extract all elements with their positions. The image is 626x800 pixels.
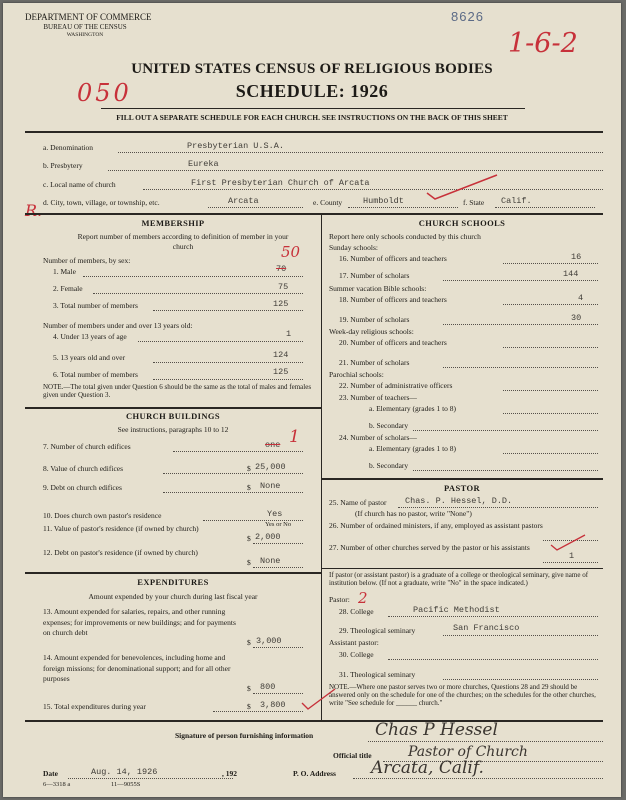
assistant-ministers-label: 26. Number of ordained ministers, if any, employed as assistant pastors xyxy=(329,521,543,530)
dollar-sign: $ xyxy=(247,702,251,711)
schedule-title: SCHEDULE: 1926 xyxy=(235,81,389,101)
over-13-label: 5. 13 years old and over xyxy=(53,353,126,362)
presbytery-label: b. Presbytery xyxy=(43,161,83,170)
pastor-name-value: Chas. P. Hessel, D.D. xyxy=(405,496,513,506)
dots xyxy=(153,362,303,363)
scholars-secondary-label: b. Secondary xyxy=(369,461,409,470)
dots xyxy=(543,562,598,563)
summer-label: Summer vacation Bible schools: xyxy=(329,284,427,293)
dots xyxy=(213,711,303,712)
city-label: d. City, town, village, or township, etc. xyxy=(43,198,160,207)
seminary-label: 29. Theological seminary xyxy=(339,626,416,635)
over-13-value: 124 xyxy=(273,350,289,360)
membership-intro: Report number of members according to definition of member in your church xyxy=(77,232,289,251)
hand-code-right: 1-6-2 xyxy=(508,28,578,59)
dots xyxy=(503,390,598,391)
dots xyxy=(138,341,303,342)
denomination-label: a. Denomination xyxy=(43,143,93,152)
summer-scholars-label: 19. Number of scholars xyxy=(339,315,410,324)
owns-residence-label: 10. Does church own pastor's residence xyxy=(43,511,162,520)
dots xyxy=(108,170,603,171)
teachers-elementary-label: a. Elementary (grades 1 to 8) xyxy=(369,404,457,413)
other-churches-value: 1 xyxy=(569,551,575,561)
county-label: e. County xyxy=(313,198,343,207)
sunday-scholars-label: 17. Number of scholars xyxy=(339,271,410,280)
edifice-value-value: 25,000 xyxy=(255,462,286,472)
expenditures-heading: EXPENDITURES xyxy=(137,577,209,587)
under-13-label: 4. Under 13 years of age xyxy=(53,332,127,341)
sunday-label: Sunday schools: xyxy=(329,243,378,252)
assistant-pastor-label: Assistant pastor: xyxy=(329,638,379,647)
total-members-age-value: 125 xyxy=(273,367,289,377)
dots xyxy=(503,263,598,264)
residence-value-label: 11. Value of pastor's residence (if owned by church) xyxy=(43,524,199,533)
female-value: 75 xyxy=(278,282,289,292)
hand-code-left: 050 xyxy=(77,79,132,107)
form-code: 6—3318 a xyxy=(43,781,71,788)
dollar-sign: $ xyxy=(247,684,251,693)
dots xyxy=(388,616,598,617)
sunday-teachers-value: 16 xyxy=(571,252,582,262)
college-value: Pacific Methodist xyxy=(413,605,500,615)
state-value: Calif. xyxy=(501,196,532,206)
dots xyxy=(368,741,603,742)
dots xyxy=(413,430,598,431)
schools-heading: CHURCH SCHOOLS xyxy=(418,218,506,228)
sunday-scholars-value: 144 xyxy=(563,269,579,279)
city-value: Arcata xyxy=(228,196,259,206)
dots xyxy=(353,778,603,779)
dots xyxy=(495,207,595,208)
male-hand-value: 50 xyxy=(281,243,301,261)
scholars-elementary-label: a. Elementary (grades 1 to 8) xyxy=(369,444,457,453)
dots xyxy=(93,293,303,294)
assistant-college-label: 30. College xyxy=(339,650,374,659)
dots xyxy=(443,280,598,281)
running-expenses-label: 13. Amount expended for salaries, repairs, and other running expenses; for improvements or new buildings; and for payments on church debt xyxy=(43,607,236,637)
edifices-label: 7. Number of church edifices xyxy=(43,442,131,451)
female-label: 2. Female xyxy=(53,284,83,293)
church-name-label: c. Local name of church xyxy=(43,180,116,189)
dots xyxy=(153,379,303,380)
red-check-mark xyxy=(423,171,503,201)
dots xyxy=(413,470,598,471)
dots xyxy=(208,207,303,208)
rule xyxy=(25,572,321,574)
dollar-sign: $ xyxy=(247,534,251,543)
dots xyxy=(118,152,603,153)
dollar-sign: $ xyxy=(247,638,251,647)
expenditures-sub: Amount expended by your church during last fiscal year xyxy=(88,592,258,601)
running-expenses-value: 3,000 xyxy=(256,636,282,646)
department-name: DEPARTMENT OF COMMERCE xyxy=(25,12,152,22)
weekday-scholars-label: 21. Number of scholars xyxy=(339,358,410,367)
dots xyxy=(503,304,598,305)
benevolences-value: 800 xyxy=(260,682,276,692)
census-schedule-page xyxy=(3,3,621,797)
buildings-heading: CHURCH BUILDINGS xyxy=(125,411,220,421)
total-members-label: 3. Total number of members xyxy=(53,301,138,310)
membership-note: NOTE.—The total given under Question 6 should be the same as the total of males and females given under Question 3. xyxy=(43,383,312,399)
weekday-teachers-label: 20. Number of officers and teachers xyxy=(339,338,447,347)
scholars-label: 24. Number of scholars— xyxy=(339,433,417,442)
dots xyxy=(253,647,303,648)
college-label: 28. College xyxy=(339,607,374,616)
dots xyxy=(398,507,598,508)
teachers-label: 23. Number of teachers— xyxy=(339,393,417,402)
sunday-teachers-label: 16. Number of officers and teachers xyxy=(339,254,447,263)
dots xyxy=(163,473,303,474)
dots xyxy=(153,310,303,311)
po-address-label: P. O. Address xyxy=(293,769,336,778)
presbytery-value: Eureka xyxy=(188,159,219,169)
denomination-value: Presbyterian U.S.A. xyxy=(187,141,284,151)
membership-heading: MEMBERSHIP xyxy=(141,218,205,228)
bureau-name: BUREAU OF THE CENSUS xyxy=(43,23,127,31)
dots xyxy=(503,453,598,454)
date-value: Aug. 14, 1926 xyxy=(91,767,158,777)
dots xyxy=(173,451,303,452)
dots xyxy=(388,659,598,660)
edifice-debt-label: 9. Debt on church edifices xyxy=(43,483,122,492)
column-divider xyxy=(321,213,322,720)
official-title-label: Official title xyxy=(333,751,372,760)
county-value: Humboldt xyxy=(363,196,404,206)
hand-margin-mark: R. xyxy=(25,201,43,220)
instruction-line: FILL OUT A SEPARATE SCHEDULE FOR EACH CHURCH. SEE INSTRUCTIONS ON THE BACK OF THIS SHEET xyxy=(116,113,508,122)
dollar-sign: $ xyxy=(247,558,251,567)
official-title-value: Pastor of Church xyxy=(408,744,528,760)
residence-debt-value: None xyxy=(260,556,281,566)
dots xyxy=(253,693,303,694)
graduate-note: If pastor (or assistant pastor) is a graduate of a college or theological seminary, give name of institution below. (If not a graduate, write "No" in the space indicated.) xyxy=(329,571,589,587)
residence-value-value: 2,000 xyxy=(255,532,281,542)
red-check-mark xyxy=(549,531,589,553)
weekday-label: Week-day religious schools: xyxy=(329,327,414,336)
edifices-hand-value: 1 xyxy=(289,427,300,447)
pastor-name-hint: (If church has no pastor, write "None") xyxy=(355,509,472,518)
dots xyxy=(443,367,598,368)
dots xyxy=(443,324,598,325)
summer-teachers-label: 18. Number of officers and teachers xyxy=(339,295,447,304)
by-sex-label: Number of members, by sex: xyxy=(43,256,131,265)
dots xyxy=(143,189,603,190)
under-13-value: 1 xyxy=(286,329,292,339)
dots xyxy=(83,276,303,277)
total-expenditures-label: 15. Total expenditures during year xyxy=(43,702,146,711)
buildings-sub: See instructions, paragraphs 10 to 12 xyxy=(117,425,229,434)
benevolences-label: 14. Amount expended for benevolences, including home and foreign missions; for denominational support; and for all other purposes xyxy=(43,653,231,683)
rule xyxy=(25,407,321,409)
bureau-city: WASHINGTON xyxy=(66,32,104,38)
edifices-struck-value: one xyxy=(265,440,281,450)
dollar-sign: $ xyxy=(247,464,251,473)
dots xyxy=(253,543,303,544)
dots xyxy=(253,567,303,568)
pastor-name-label: 25. Name of pastor xyxy=(329,498,387,507)
other-churches-label: 27. Number of other churches served by the pastor or his assistants xyxy=(329,543,530,552)
stamp-number: 8626 xyxy=(451,9,484,24)
rule xyxy=(25,213,603,215)
signature-label: Signature of person furnishing information xyxy=(175,731,314,740)
rule xyxy=(321,568,603,569)
owns-residence-value: Yes xyxy=(267,509,283,519)
schools-intro: Report here only schools conducted by this church xyxy=(329,232,481,241)
male-label: 1. Male xyxy=(53,267,76,276)
total-expenditures-value: 3,800 xyxy=(260,700,286,710)
date-label: Date xyxy=(43,769,58,778)
rule xyxy=(101,108,525,109)
church-name-value: First Presbyterian Church of Arcata xyxy=(191,178,370,188)
age-intro-label: Number of members under and over 13 years old: xyxy=(43,321,193,330)
dots xyxy=(443,635,598,636)
dots xyxy=(503,347,598,348)
rule xyxy=(321,478,603,480)
yes-no-hint: Yes or No xyxy=(265,521,292,528)
po-address-value: Arcata, Calif. xyxy=(371,758,484,778)
residence-debt-label: 12. Debt on pastor's residence (if owned by church) xyxy=(43,548,198,557)
pastor-note: NOTE.—Where one pastor serves two or more churches, Questions 28 and 29 should be answered only on the schedule for one of the churches; on the schedules for the other churches, write "See schedule for ______ church." xyxy=(329,683,596,707)
pastor-sub-label: Pastor: xyxy=(329,595,350,604)
total-members-age-label: 6. Total number of members xyxy=(53,370,138,379)
teachers-secondary-label: b. Secondary xyxy=(369,421,409,430)
edifice-value-label: 8. Value of church edifices xyxy=(43,464,124,473)
pastor-hand-mark: 2 xyxy=(358,589,368,607)
summer-teachers-value: 4 xyxy=(578,293,584,303)
signature-value: Chas P Hessel xyxy=(375,720,498,740)
dots xyxy=(503,413,598,414)
dots xyxy=(163,492,303,493)
dots xyxy=(348,207,458,208)
department-block xyxy=(25,12,152,39)
parochial-label: Parochial schools: xyxy=(329,370,384,379)
dollar-sign: $ xyxy=(247,483,251,492)
form-title: UNITED STATES CENSUS OF RELIGIOUS BODIES xyxy=(131,61,493,77)
total-members-value: 125 xyxy=(273,299,289,309)
seminary-value: San Francisco xyxy=(453,623,520,633)
summer-scholars-value: 30 xyxy=(571,313,582,323)
male-struck-value: 70 xyxy=(276,264,287,274)
year-suffix: , 192 xyxy=(222,769,237,778)
rule xyxy=(25,131,603,133)
edifice-debt-value: None xyxy=(260,481,281,491)
assistant-seminary-label: 31. Theological seminary xyxy=(339,670,416,679)
pastor-heading: PASTOR xyxy=(443,483,481,493)
rule xyxy=(25,720,603,722)
dots xyxy=(443,679,598,680)
admin-officers-label: 22. Number of administrative officers xyxy=(339,381,453,390)
dots xyxy=(68,778,233,779)
print-code: 11—9055S xyxy=(111,781,141,788)
state-label: f. State xyxy=(463,198,485,207)
